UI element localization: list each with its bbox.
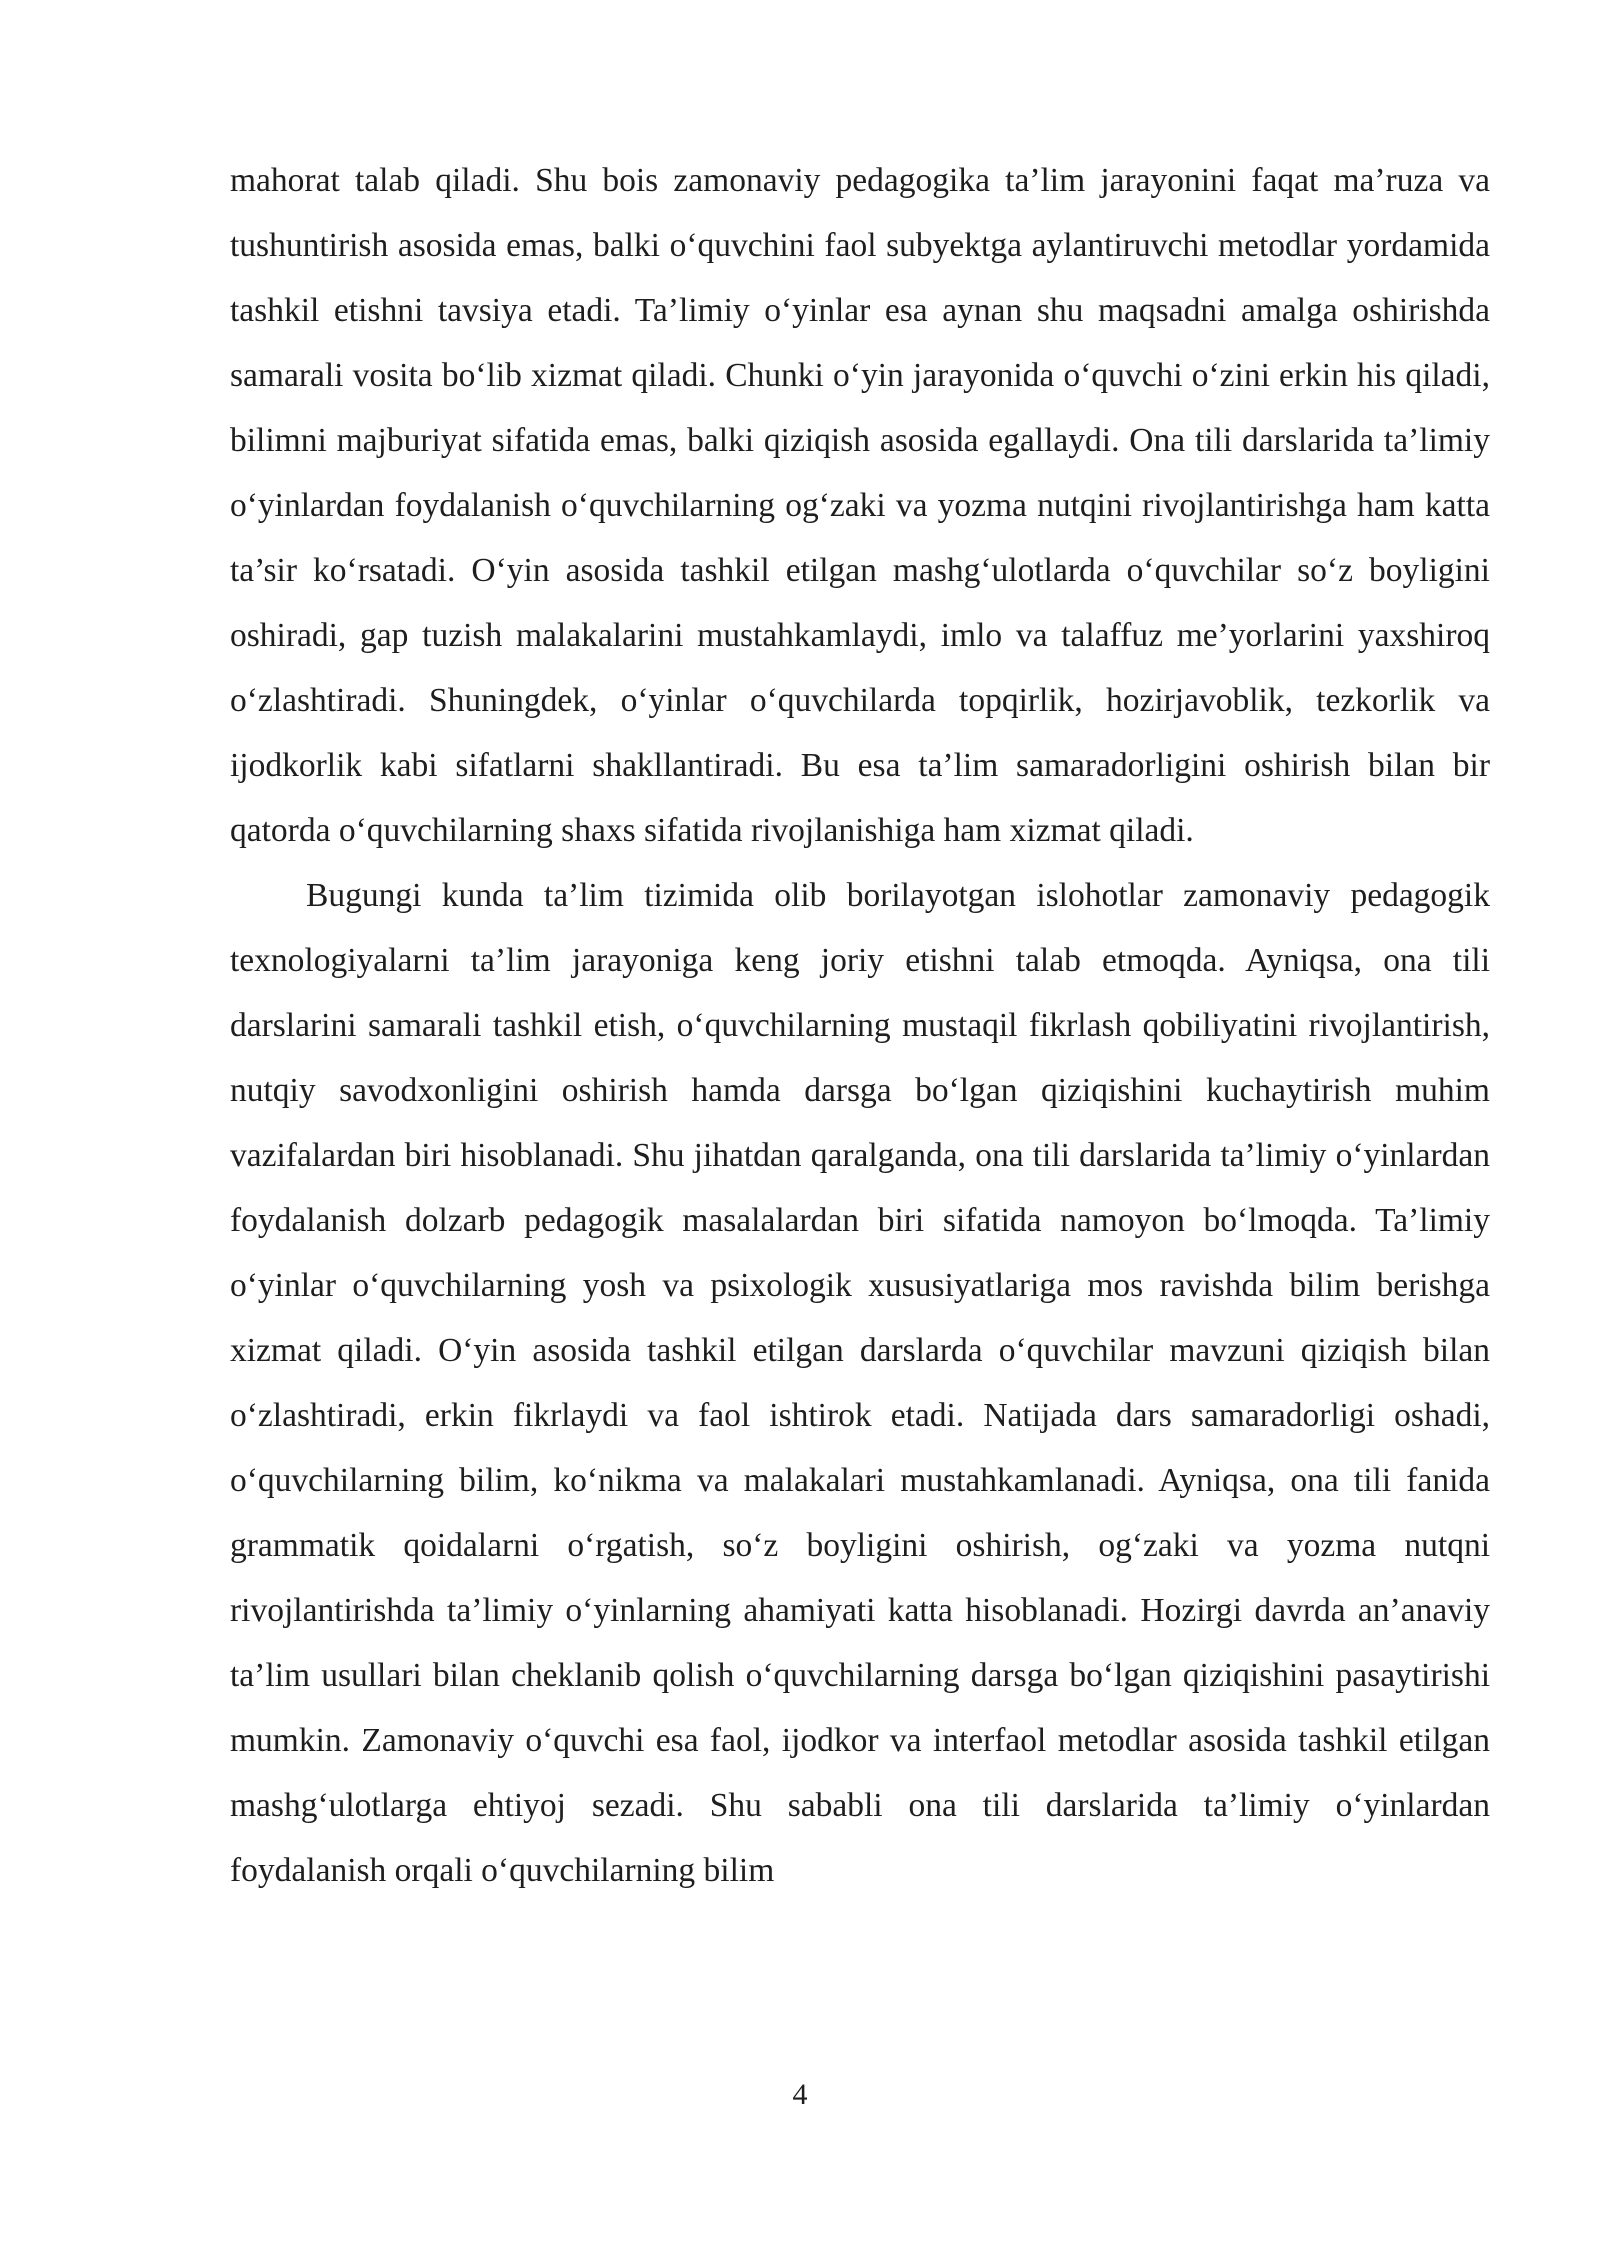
body-text bbox=[230, 148, 1490, 1903]
paragraph-2: Bugungi kunda ta’lim tizimida olib borilayotgan islohotlar zamonaviy pedagogik texnologiyalarni ta’lim jarayoniga keng joriy etishni talab etmoqda. Ayniqsa, ona tili darslarini samarali tashkil etish, o‘quvchilarning mustaqil fikrlash qobiliyatini rivojlantirish, nutqiy savodxonligini oshirish hamda darsga bo‘lgan qiziqishini kuchaytirish muhim vazifalardan biri hisoblanadi. Shu jihatdan qaralganda, ona tili darslarida ta’limiy o‘yinlardan foydalanish dolzarb pedagogik masalalardan biri sifatida namoyon bo‘lmoqda. Ta’limiy o‘yinlar o‘quvchilarning yosh va psixologik xususiyatlariga mos ravishda bilim berishga xizmat qiladi. O‘yin asosida tashkil etilgan darslarda o‘quvchilar mavzuni qiziqish bilan o‘zlashtiradi, erkin fikrlaydi va faol ishtirok etadi. Natijada dars samaradorligi oshadi, o‘quvchilarning bilim, ko‘nikma va malakalari mustahkamlanadi. Ayniqsa, ona tili fanida grammatik qoidalarni o‘rgatish, so‘z boyligini oshirish, og‘zaki va yozma nutqni rivojlantirishda ta’limiy o‘yinlarning ahamiyati katta hisoblanadi. Hozirgi davrda an’anaviy ta’lim usullari bilan cheklanib qolish o‘quvchilarning darsga bo‘lgan qiziqishini pasaytirishi mumkin. Zamonaviy o‘quvchi esa faol, ijodkor va interfaol metodlar asosida tashkil etilgan mashg‘ulotlarga ehtiyoj sezadi. Shu sababli ona tili darslarida ta’limiy o‘yinlardan foydalanish orqali o‘quvchilarning bilim bbox=[230, 877, 1490, 1889]
paragraph-1: mahorat talab qiladi. Shu bois zamonaviy pedagogika ta’lim jarayonini faqat ma’ruza va tushuntirish asosida emas, balki o‘quvchini faol subyektga aylantiruvchi metodlar yordamida tashkil etishni tavsiya etadi. Ta’limiy o‘yinlar esa aynan shu maqsadni amalga oshirishda samarali vosita bo‘lib xizmat qiladi. Chunki o‘yin jarayonida o‘quvchi o‘zini erkin his qiladi, bilimni majburiyat sifatida emas, balki qiziqish asosida egallaydi. Ona tili darslarida ta’limiy o‘yinlardan foydalanish o‘quvchilarning og‘zaki va yozma nutqini rivojlantirishga ham katta ta’sir ko‘rsatadi. O‘yin asosida tashkil etilgan mashg‘ulotlarda o‘quvchilar so‘z boyligini oshiradi, gap tuzish malakalarini mustahkamlaydi, imlo va talaffuz me’yorlarini yaxshiroq o‘zlashtiradi. Shuningdek, o‘yinlar o‘quvchilarda topqirlik, hozirjavoblik, tezkorlik va ijodkorlik kabi sifatlarni shakllantiradi. Bu esa ta’lim samaradorligini oshirish bilan bir qatorda o‘quvchilarning shaxs sifatida rivojlanishiga ham xizmat qiladi. bbox=[230, 162, 1490, 849]
page-number: 4 bbox=[792, 2078, 808, 2111]
